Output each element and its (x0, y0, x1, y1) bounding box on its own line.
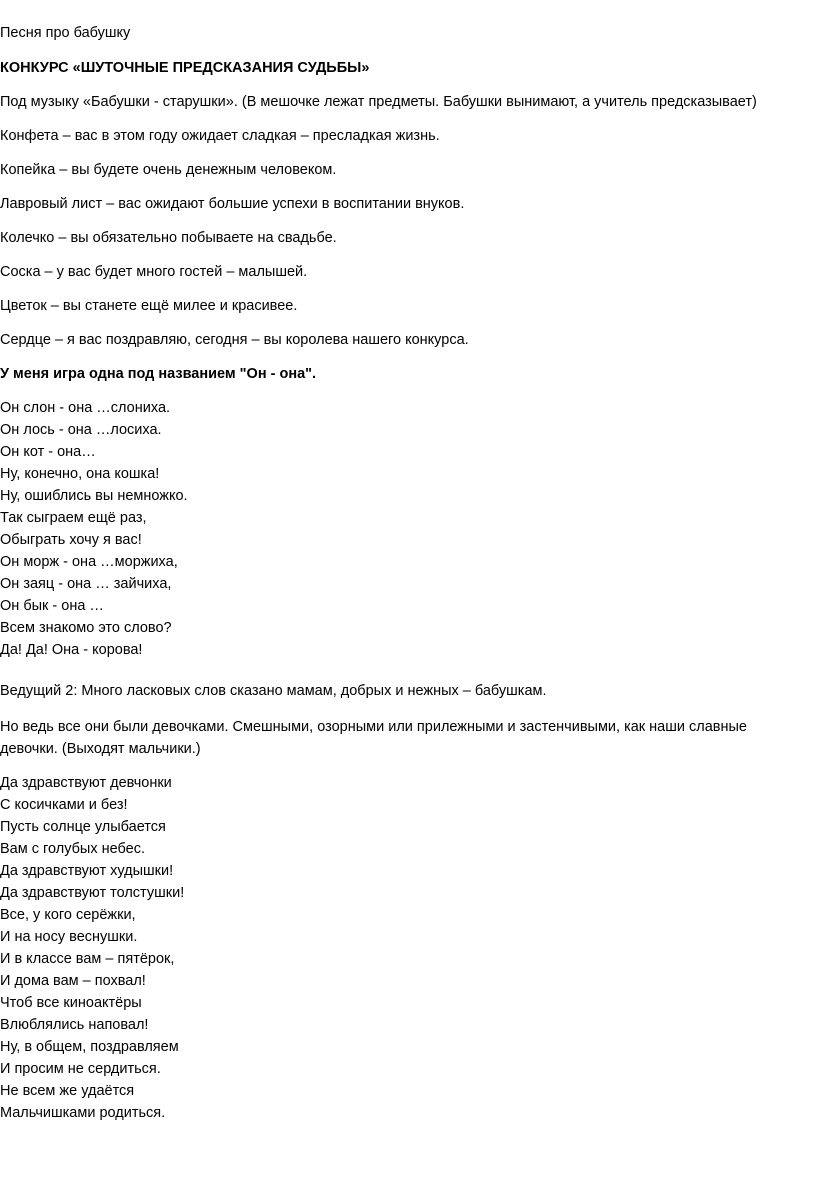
poem-line: И дома вам – похвал! (0, 973, 146, 989)
verse-line: Он слон - она …слониха. (0, 400, 171, 416)
girls-paragraph-line-1: Но ведь все они были девочками. Смешными, озорными или прилежными и застенчивыми, как наши славные (0, 719, 747, 735)
poem-line: Ну, в общем, поздравляем (0, 1039, 179, 1055)
poem-line: Да здравствуют девчонки (0, 775, 172, 791)
game-heading: У меня игра одна под названием "Он - она". (0, 366, 317, 382)
host-2-line: Ведущий 2: Много ласковых слов сказано мамам, добрых и нежных – бабушкам. (0, 683, 547, 699)
prediction-item: Конфета – вас в этом году ожидает сладкая – пресладкая жизнь. (0, 128, 440, 144)
girls-poem (0, 772, 184, 1124)
poem-line: Пусть солнце улыбается (0, 819, 166, 835)
prediction-item: Колечко – вы обязательно побываете на свадьбе. (0, 230, 337, 246)
verse-line: Он кот - она… (0, 444, 96, 460)
document-title: Песня про бабушку (0, 25, 131, 41)
prediction-item: Цветок – вы станете ещё милее и красивее. (0, 298, 298, 314)
verse-line: Он заяц - она … зайчиха, (0, 576, 172, 592)
poem-line: Влюблялись наповал! (0, 1017, 149, 1033)
intro-paragraph: Под музыку «Бабушки - старушки». (В мешочке лежат предметы. Бабушки вынимают, а учитель предсказывает) (0, 94, 757, 110)
poem-line: Мальчишками родиться. (0, 1105, 166, 1121)
prediction-item: Соска – у вас будет много гостей – малышей. (0, 264, 308, 280)
poem-line: И на носу веснушки. (0, 929, 138, 945)
verse-line: Он бык - она … (0, 598, 104, 614)
poem-line: Вам с голубых небес. (0, 841, 145, 857)
poem-line: И в классе вам – пятёрок, (0, 951, 175, 967)
verse-line: Да! Да! Она - корова! (0, 642, 143, 658)
game-verse (0, 397, 188, 661)
prediction-item: Сердце – я вас поздравляю, сегодня – вы королева нашего конкурса. (0, 332, 469, 348)
verse-line: Он морж - она …моржиха, (0, 554, 178, 570)
poem-line: И просим не сердиться. (0, 1061, 161, 1077)
poem-line: Все, у кого серёжки, (0, 907, 136, 923)
poem-line: Не всем же удаётся (0, 1083, 135, 1099)
poem-line: С косичками и без! (0, 797, 128, 813)
prediction-item: Лавровый лист – вас ожидают большие успехи в воспитании внуков. (0, 196, 465, 212)
verse-line: Ну, конечно, она кошка! (0, 466, 160, 482)
poem-line: Да здравствуют толстушки! (0, 885, 185, 901)
verse-line: Всем знакомо это слово? (0, 620, 172, 636)
poem-line: Чтоб все киноактёры (0, 995, 142, 1011)
prediction-item: Копейка – вы будете очень денежным человеком. (0, 162, 337, 178)
verse-line: Ну, ошиблись вы немножко. (0, 488, 188, 504)
girls-paragraph-line-2: девочки. (Выходят мальчики.) (0, 741, 201, 757)
verse-line: Он лось - она …лосиха. (0, 422, 162, 438)
verse-line: Так сыграем ещё раз, (0, 510, 147, 526)
poem-line: Да здравствуют худышки! (0, 863, 174, 879)
verse-line: Обыграть хочу я вас! (0, 532, 142, 548)
contest-heading: КОНКУРС «ШУТОЧНЫЕ ПРЕДСКАЗАНИЯ СУДЬБЫ» (0, 60, 370, 76)
